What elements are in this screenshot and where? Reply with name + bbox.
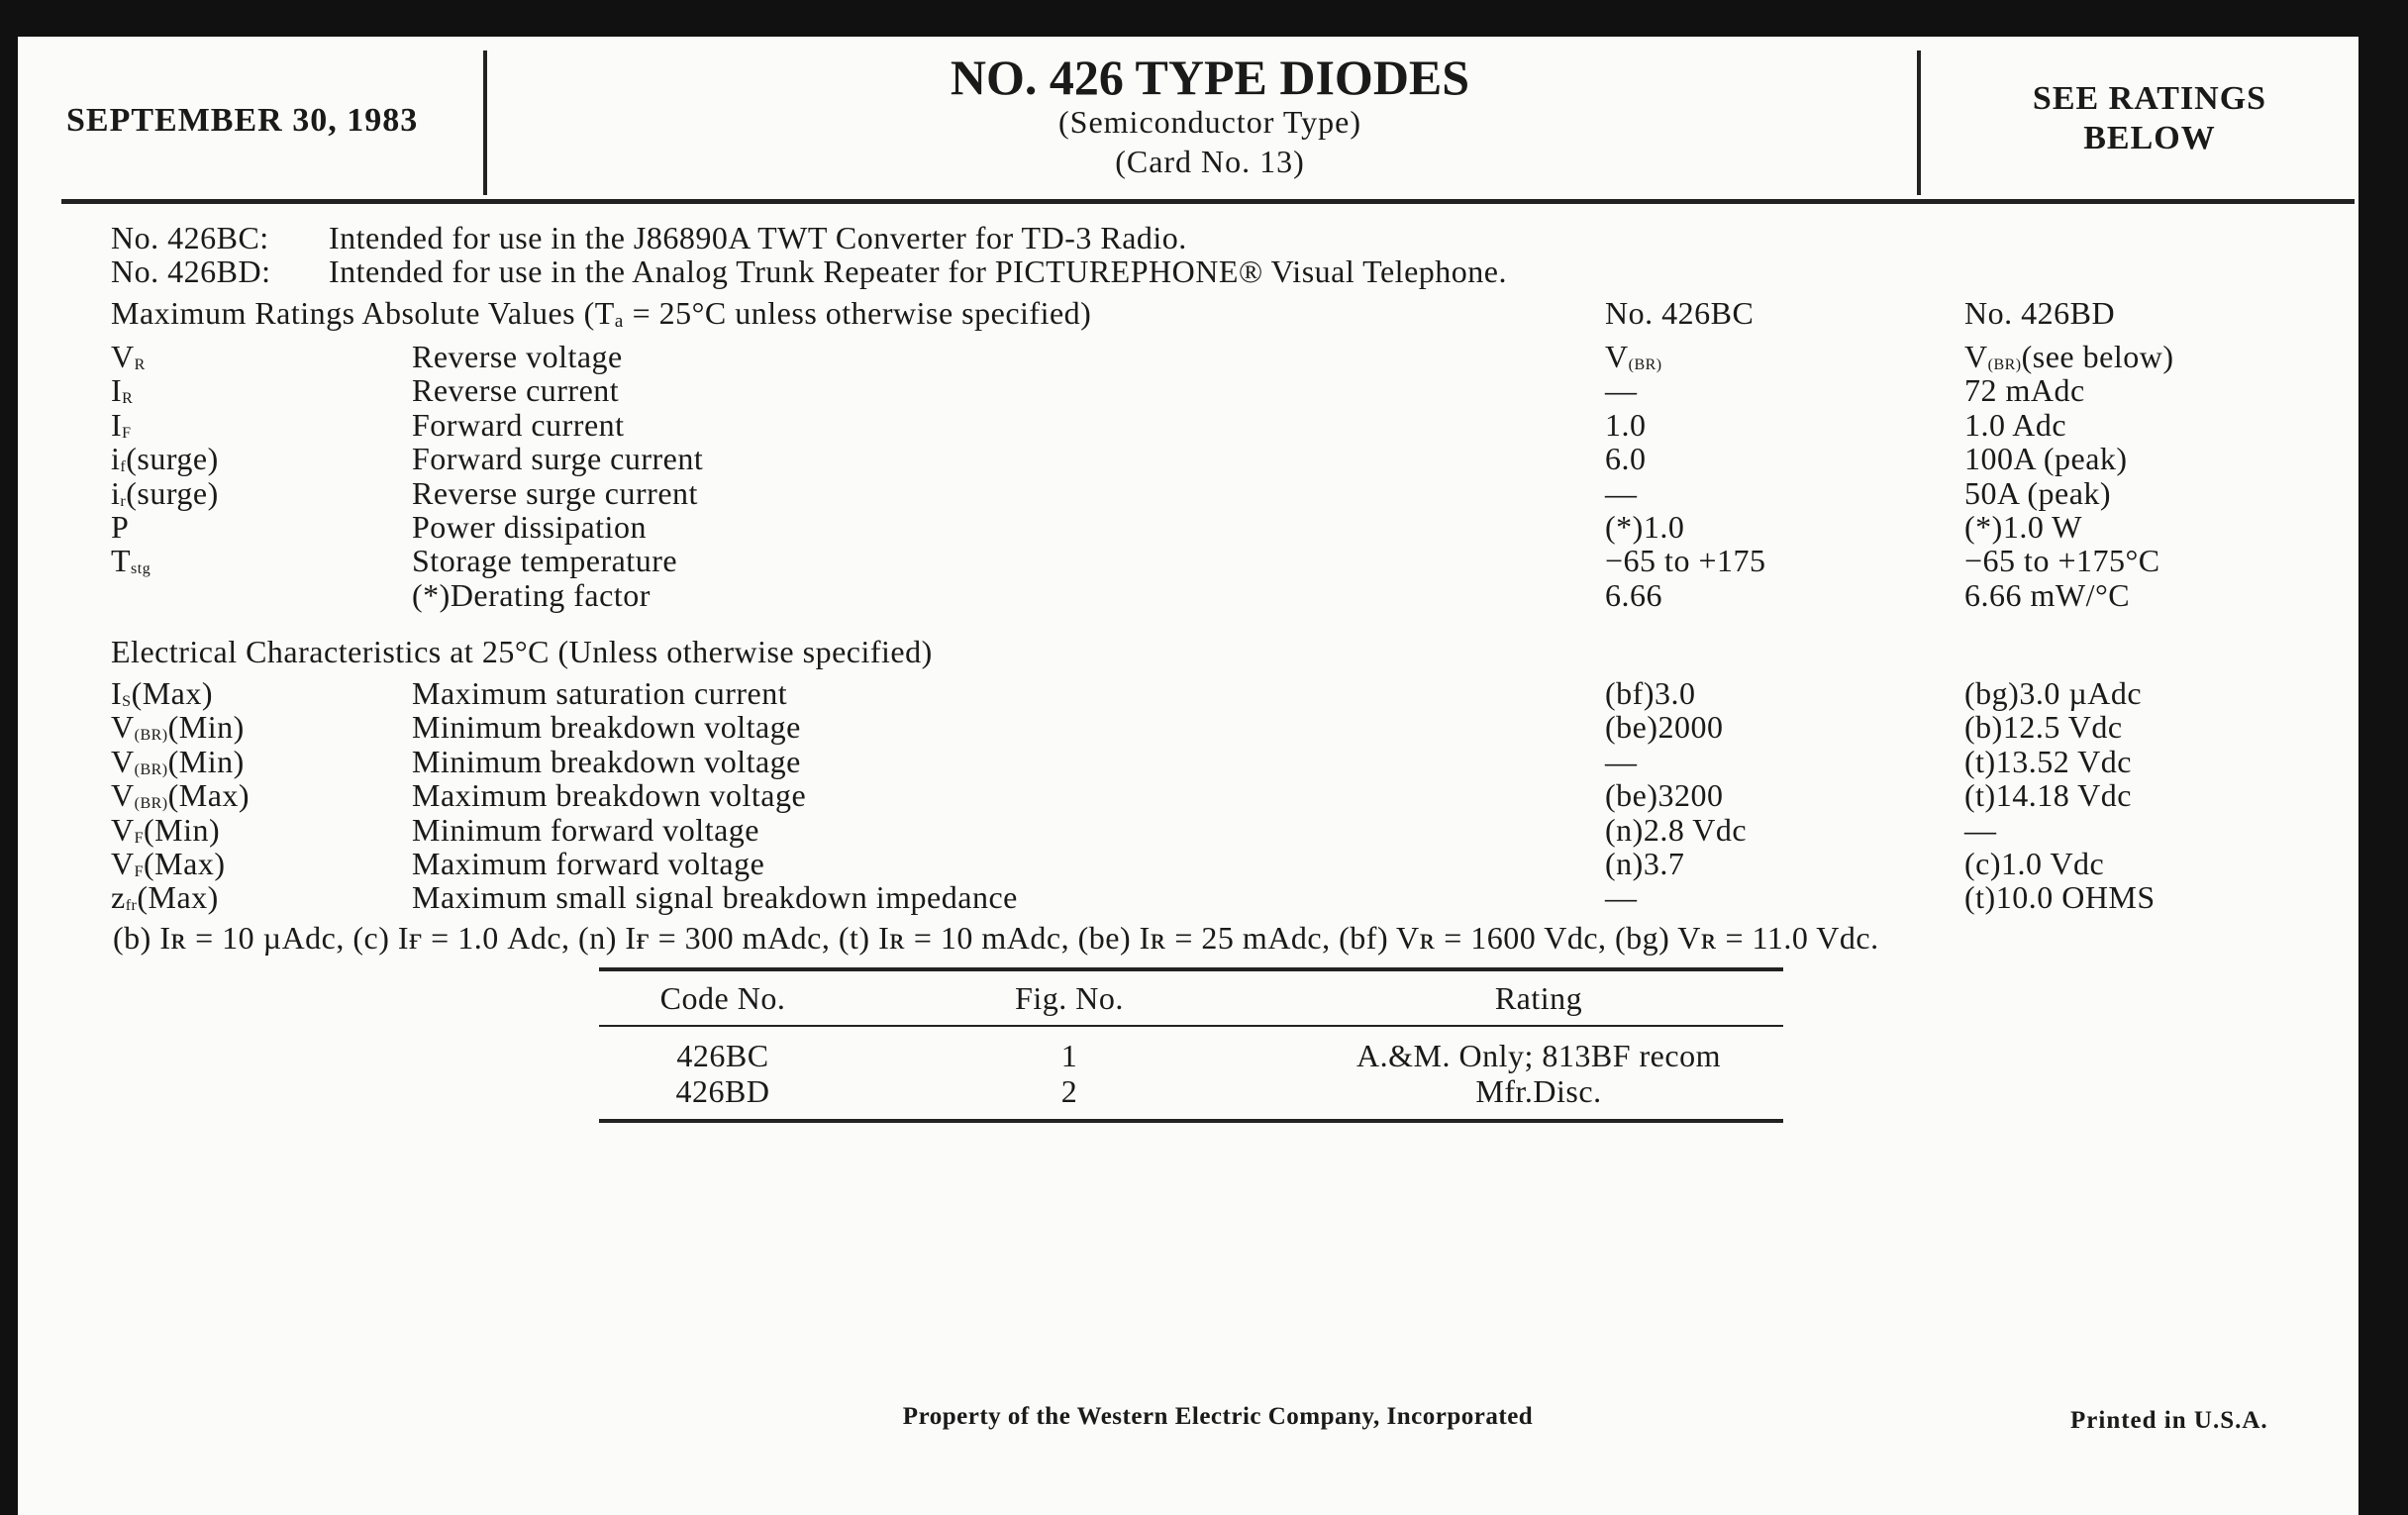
description: Maximum breakdown voltage: [412, 777, 807, 814]
symbol: [1964, 442, 2128, 475]
symbol-subscript: (BR): [134, 760, 168, 778]
description: Power dissipation: [412, 509, 647, 545]
symbol-subscript: R: [122, 390, 134, 408]
symbol-suffix: (surge): [126, 474, 219, 511]
code-cell: 426BC: [676, 1038, 769, 1073]
table-header-rule: [599, 1025, 1783, 1027]
description: Reverse voltage: [412, 339, 623, 374]
description: Reverse surge current: [412, 474, 698, 511]
symbol-base: 100A (peak): [1964, 441, 2128, 477]
symbol-base: (be)3200: [1605, 777, 1724, 814]
description: Minimum breakdown voltage: [412, 743, 801, 779]
symbol-suffix: (Max): [167, 777, 251, 814]
footnote: (b) Iʀ = 10 µAdc, (c) Iғ = 1.0 Adc, (n) Iғ = 300 mAdc, (t) Iʀ = 10 mAdc, (be) Iʀ = 25 mAdc, (bf) Vʀ = 1600 Vdc, (bg) Vʀ = 11.0 Vdc.: [113, 920, 1879, 956]
symbol-base: I: [111, 406, 123, 443]
symbol: [1605, 880, 1638, 914]
symbol-suffix: (Min): [167, 709, 245, 746]
symbol: [1964, 544, 2160, 577]
symbol-base: 72 mAdc: [1964, 372, 2085, 409]
symbol: [1964, 578, 2130, 612]
symbol-subscript: R: [134, 356, 146, 373]
printed-notice: Printed in U.S.A.: [2070, 1407, 2268, 1434]
symbol-subscript: (BR): [134, 727, 168, 745]
symbol-base: 50A (peak): [1964, 474, 2112, 511]
card-number: (Card No. 13): [1115, 144, 1305, 179]
symbol-base: I: [111, 372, 123, 409]
code-cell: 426BD: [675, 1073, 770, 1109]
symbol: [1964, 676, 2142, 710]
symbol-base: (*)1.0 W: [1964, 509, 2082, 545]
symbol-base: —: [1605, 743, 1638, 779]
symbol: [1964, 476, 2111, 510]
symbol-base: —: [1605, 372, 1638, 409]
symbol-base: 1.0 Adc: [1964, 406, 2067, 443]
symbol-suffix: (Min): [144, 811, 221, 848]
symbol-subscript: f: [120, 458, 127, 476]
symbol-base: i: [111, 441, 121, 477]
symbol: [1964, 880, 2156, 914]
symbol: [111, 510, 129, 544]
symbol-base: −65 to +175: [1605, 543, 1766, 579]
symbol-base: (*)1.0: [1605, 509, 1685, 545]
symbol-subscript: (BR): [1987, 356, 2022, 373]
description: Minimum forward voltage: [412, 811, 759, 848]
symbol-base: (c)1.0 Vdc: [1964, 846, 2105, 881]
property-notice: Property of the Western Electric Company, Incorporated: [902, 1403, 1534, 1430]
symbol-base: (b)12.5 Vdc: [1964, 709, 2123, 746]
symbol-base: 6.66: [1605, 576, 1662, 613]
symbol-base: V: [111, 811, 135, 848]
symbol: [1605, 578, 1662, 612]
description: Minimum breakdown voltage: [412, 709, 801, 746]
symbol-base: V: [111, 846, 135, 881]
symbol-suffix: (Max): [144, 846, 226, 881]
symbol: [1605, 676, 1695, 710]
electrical-heading: Electrical Characteristics at 25°C (Unless otherwise specified): [111, 634, 933, 669]
symbol: [1605, 476, 1638, 510]
ratings-note-2: BELOW: [2083, 120, 2216, 156]
symbol-base: T: [111, 543, 132, 579]
col-header-426bc: No. 426BC: [1605, 295, 1755, 331]
symbol-base: —: [1605, 474, 1638, 511]
spec-card: [18, 37, 2358, 1515]
symbol-subscript: F: [134, 829, 145, 847]
fig-cell: 2: [1060, 1073, 1078, 1109]
symbol: [1964, 510, 2082, 544]
date: SEPTEMBER 30, 1983: [66, 102, 419, 139]
symbol-suffix: (Min): [167, 743, 245, 779]
symbol-suffix: (surge): [126, 441, 219, 477]
symbol-base: z: [111, 879, 126, 916]
symbol-base: —: [1964, 811, 1997, 848]
rating-cell: A.&M. Only; 813BF recom: [1356, 1038, 1721, 1073]
symbol-base: V: [111, 339, 135, 374]
col-header-fig: Fig. No.: [1015, 980, 1124, 1016]
symbol-subscript: (BR): [134, 795, 168, 813]
symbol-suffix: (see below): [2021, 339, 2174, 374]
page-title: NO. 426 TYPE DIODES: [950, 50, 1470, 105]
ratings-note-1: SEE RATINGS: [2032, 80, 2267, 117]
symbol: [1605, 544, 1765, 577]
symbol-base: (be)2000: [1605, 709, 1724, 746]
header-divider-left: [483, 50, 487, 195]
symbol: [111, 880, 219, 923]
symbol: [1605, 778, 1724, 812]
description: Maximum small signal breakdown impedance: [412, 879, 1018, 916]
symbol: [1605, 408, 1647, 442]
subtitle: (Semiconductor Type): [1058, 104, 1361, 140]
description: Reverse current: [412, 372, 620, 409]
symbol-base: −65 to +175°C: [1964, 543, 2160, 579]
symbol-base: 1.0: [1605, 406, 1647, 443]
description: Maximum saturation current: [412, 675, 788, 711]
symbol-base: (bg)3.0 µAdc: [1964, 675, 2143, 711]
symbol-base: (t)10.0 OHMS: [1964, 879, 2156, 916]
max-ratings-heading: Maximum Ratings Absolute Values (Tₐ = 25°C unless otherwise specified): [111, 295, 1092, 331]
table-bottom-rule: [599, 1119, 1783, 1123]
col-header-code: Code No.: [659, 980, 786, 1016]
fig-cell: 1: [1060, 1038, 1078, 1073]
symbol-suffix: (Max): [131, 675, 214, 711]
symbol-subscript: (BR): [1628, 356, 1662, 373]
symbol-base: I: [111, 675, 123, 711]
symbol-base: (n)3.7: [1605, 846, 1685, 881]
symbol: [1964, 373, 2085, 407]
symbol-base: —: [1605, 879, 1638, 916]
symbol: [111, 544, 150, 586]
intro-text-bd: Intended for use in the Analog Trunk Repeater for PICTUREPHONE® Visual Telephone.: [329, 253, 1507, 289]
symbol-subscript: fr: [125, 897, 138, 915]
symbol-subscript: r: [120, 492, 127, 510]
symbol: [1605, 442, 1647, 475]
symbol-suffix: (Max): [137, 879, 219, 916]
symbol: [1605, 510, 1684, 544]
col-header-426bd: No. 426BD: [1964, 295, 2116, 331]
symbol: [1605, 847, 1684, 880]
col-header-rating: Rating: [1494, 980, 1583, 1016]
symbol: [1964, 408, 2066, 442]
symbol: [1964, 745, 2132, 778]
symbol-base: 6.0: [1605, 441, 1647, 477]
symbol: [1964, 778, 2132, 812]
description: Forward current: [412, 406, 625, 443]
symbol-base: V: [1605, 339, 1629, 374]
description: Forward surge current: [412, 441, 704, 477]
rating-cell: Mfr.Disc.: [1475, 1073, 1602, 1109]
symbol-subscript: F: [134, 863, 145, 880]
symbol-base: V: [111, 777, 135, 814]
symbol-subscript: S: [122, 693, 132, 710]
symbol: [1605, 745, 1638, 778]
symbol-base: (bf)3.0: [1605, 675, 1696, 711]
symbol-base: V: [111, 743, 135, 779]
symbol-base: P: [111, 509, 130, 545]
header-rule: [61, 199, 2355, 204]
symbol: [1605, 710, 1724, 744]
header-divider-right: [1917, 50, 1921, 195]
symbol: [1964, 813, 1997, 847]
symbol: [1605, 813, 1747, 847]
symbol-base: i: [111, 474, 121, 511]
description: (*)Derating factor: [412, 576, 651, 613]
symbol-subscript: F: [122, 424, 132, 442]
symbol-base: (t)13.52 Vdc: [1964, 743, 2132, 779]
table-top-rule: [599, 967, 1783, 971]
intro-code-bc: No. 426BC:: [111, 220, 269, 255]
symbol: [1605, 373, 1638, 407]
intro-text-bc: Intended for use in the J86890A TWT Converter for TD-3 Radio.: [329, 220, 1187, 255]
symbol-base: 6.66 mW/°C: [1964, 576, 2131, 613]
symbol: [1964, 847, 2104, 880]
symbol: [1964, 710, 2123, 744]
symbol-base: V: [1964, 339, 1988, 374]
description: Storage temperature: [412, 543, 678, 579]
symbol-base: V: [111, 709, 135, 746]
symbol-base: (n)2.8 Vdc: [1605, 811, 1748, 848]
intro-code-bd: No. 426BD:: [111, 253, 271, 289]
symbol-subscript: stg: [131, 560, 151, 578]
symbol-base: (t)14.18 Vdc: [1964, 777, 2132, 814]
description: Maximum forward voltage: [412, 846, 765, 881]
